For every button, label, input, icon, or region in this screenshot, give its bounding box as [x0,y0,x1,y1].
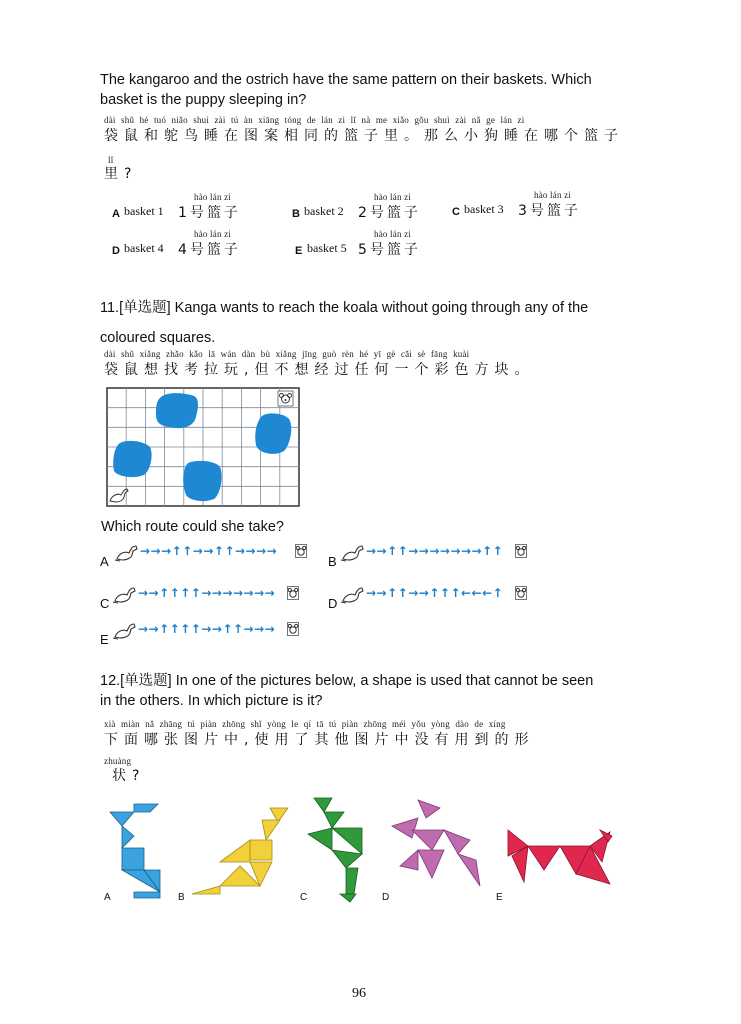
q10-option-a[interactable] [112,192,262,224]
route-letter: D [328,596,338,611]
option-letter: C [452,206,460,218]
q10-text-line2: basket is the puppy sleeping in? [100,92,307,108]
tangram-b[interactable] [192,808,288,894]
q11-text-line1: 11.[单选题] Kanga wants to reach the koala without going through any of the [100,300,589,316]
tangram-d[interactable] [392,800,480,886]
tangram-c[interactable] [308,798,362,902]
q10-option-e[interactable] [295,229,445,261]
route-arrows: →→↑↑↑↑→→↑↑→→→ [138,622,276,636]
q10-chinese-2: 里? [104,166,138,182]
q12-pinyin-2: zhuàng [104,756,132,766]
koala-icon [515,586,527,600]
route-arrows: →→↑↑→→→→→→→↑↑ [366,544,504,558]
koala-icon [287,622,299,636]
kangaroo-icon [112,584,138,604]
option-pinyin: hào lán zi [374,192,411,202]
option-cn: 1号篮子 [178,205,241,221]
tangram-a[interactable] [110,804,160,898]
koala-icon [295,544,307,558]
colored-square-4 [183,461,221,501]
kangaroo-icon [112,620,138,640]
option-pinyin: hào lán zi [194,229,231,239]
q12-text [100,671,680,711]
q11-route-question: Which route could she take? [101,519,284,535]
q10-option-c[interactable] [452,190,602,222]
q10-text-line1: The kangaroo and the ostrich have the same pattern on their baskets. Which [100,72,592,88]
option-letter: E [295,245,303,257]
q12-pinyin-1: xià miàn nǎ zhāng tú piàn zhōng shǐ yòng le qí tā tú piàn zhōng méi yǒu yòng dào de xíng [104,719,506,729]
option-cn: 2号篮子 [358,205,421,221]
koala-icon [278,391,293,406]
option-en: basket 2 [304,204,344,218]
q12-text-line2: in the others. In which picture is it? [100,693,323,709]
colored-square-2 [255,413,291,454]
q12-chinese-1: 下面哪张图片中,使用了其他图片中没有用到的形 [104,732,535,748]
colored-square-3 [113,441,151,477]
koala-icon [515,544,527,558]
option-pinyin: hào lán zi [534,190,571,200]
q12-text-line1: 12.[单选题] In one of the pictures below, a shape is used that cannot be seen [100,673,594,689]
option-cn: 3号篮子 [518,203,581,219]
tangram-e[interactable] [508,830,612,884]
route-letter: B [328,554,337,569]
q11-route-b[interactable] [328,542,548,568]
q10-text [100,70,660,110]
picture-letter-d: D [382,892,390,903]
route-arrows: →→↑↑→→↑↑↑←←←↑ [366,586,504,600]
option-letter: D [112,245,120,257]
picture-letter-c: C [300,892,308,903]
q11-route-c[interactable] [100,584,320,610]
picture-letter-e: E [496,892,503,903]
q11-text-line2: coloured squares. [100,330,216,346]
q10-pinyin-2: lǐ [108,155,114,165]
option-letter: A [112,208,120,220]
q11-route-e[interactable] [100,620,320,646]
option-en: basket 1 [124,204,164,218]
q12-chinese-2: 状? [112,768,146,784]
route-arrows: →→↑↑↑↑→→→→→→→ [138,586,276,600]
option-en: basket 5 [307,241,347,255]
q11-pinyin: dài shǔ xiǎng zhǎo kǎo lā wán dàn bù xiǎng jīng guò rèn hé yī gè cǎi sè fāng kuài [104,349,470,359]
q10-option-b[interactable] [292,192,442,224]
q10-option-d[interactable] [112,229,262,261]
q11-grid-figure [106,387,300,507]
q11-text [100,293,680,353]
route-arrows: →→→↑↑→→↑↑→→→→ [140,544,278,558]
colored-square-1 [156,393,198,428]
q11-route-a[interactable] [100,542,320,568]
q11-chinese: 袋鼠想找考拉玩,但不想经过任何一个彩色方块。 [104,362,535,378]
option-letter: B [292,208,300,220]
option-en: basket 3 [464,202,504,216]
kangaroo-icon [114,542,140,562]
q10-pinyin-1: dài shǔ hé tuó niǎo shuì zài tú àn xiāng tóng de lán zi lǐ nà me xiǎo gǒu shuì zài nǎ ge lán zi [104,115,525,125]
picture-letter-b: B [178,892,185,903]
page-number: 96 [352,986,366,1001]
route-letter: C [100,596,110,611]
koala-icon [287,586,299,600]
route-letter: A [100,554,109,569]
option-pinyin: hào lán zi [194,192,231,202]
q11-route-d[interactable] [328,584,548,610]
option-pinyin: hào lán zi [374,229,411,239]
option-cn: 5号篮子 [358,242,421,258]
route-letter: E [100,632,109,647]
option-cn: 4号篮子 [178,242,241,258]
option-en: basket 4 [124,241,164,255]
picture-letter-a: A [104,892,111,903]
kangaroo-icon [340,542,366,562]
q10-chinese-1: 袋鼠和鸵鸟睡在图案相同的篮子里。那么小狗睡在哪个篮子 [104,128,624,144]
kangaroo-icon [340,584,366,604]
